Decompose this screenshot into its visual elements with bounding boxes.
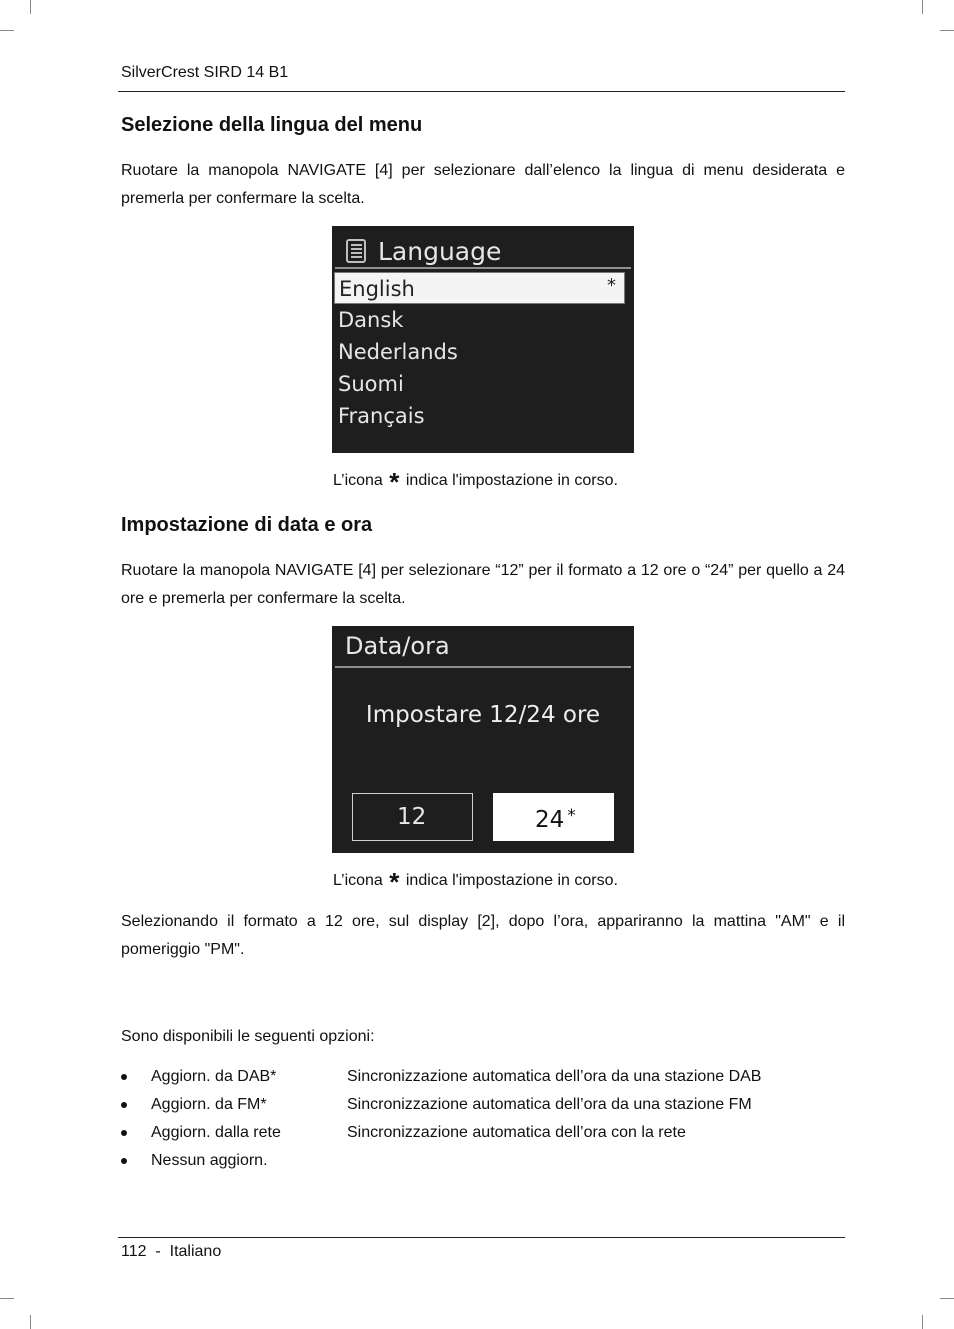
language-option-english[interactable]: English * xyxy=(334,272,625,304)
asterisk-icon: * xyxy=(389,867,400,897)
format-12-option[interactable]: 12 xyxy=(352,793,473,841)
screen-divider xyxy=(335,666,631,668)
datetime-screen xyxy=(332,626,634,853)
crop-mark xyxy=(0,1298,14,1299)
options-intro: Sono disponibili le seguenti opzioni: xyxy=(121,1028,375,1045)
section-heading-datetime: Impostazione di data e ora xyxy=(121,514,373,536)
asterisk-icon: * xyxy=(389,467,400,497)
header-rule xyxy=(118,91,845,92)
selected-star-icon: * xyxy=(607,275,616,296)
language-screen-header xyxy=(346,234,501,268)
running-header: SilverCrest SIRD 14 B1 xyxy=(121,64,289,81)
format-24-option[interactable]: 24 * xyxy=(493,793,614,841)
language-screen-title: Language xyxy=(378,236,502,266)
bullet-icon xyxy=(121,1130,127,1136)
paragraph-language: Ruotare la manopola NAVIGATE [4] per selezionare dall’elenco la lingua di menu desiderata e premerla per confermare la scelta. xyxy=(121,162,845,207)
section-heading-language: Selezione della lingua del menu xyxy=(121,114,423,136)
datetime-prompt: Impostare 12/24 ore xyxy=(365,702,601,728)
language-option-nederlands[interactable]: Nederlands xyxy=(338,340,458,364)
footer-rule xyxy=(118,1237,845,1238)
crop-mark xyxy=(940,30,954,31)
datetime-screen-title: Data/ora xyxy=(345,632,450,660)
language-option-dansk[interactable]: Dansk xyxy=(338,308,404,332)
language-option-francais[interactable]: Français xyxy=(338,404,425,428)
caption-language: L’icona * indica l'impostazione in corso. xyxy=(333,467,618,497)
crop-mark xyxy=(922,0,923,14)
bullet-icon xyxy=(121,1102,127,1108)
crop-mark xyxy=(922,1315,923,1329)
caption-datetime: L’icona * indica l'impostazione in corso. xyxy=(333,867,618,897)
screen-divider xyxy=(335,267,631,269)
paragraph-datetime: Ruotare la manopola NAVIGATE [4] per selezionare “12” per il formato a 12 ore o “24” per quello a 24 ore e premerla per confermare la scelta. xyxy=(121,562,845,607)
crop-mark xyxy=(940,1298,954,1299)
crop-mark xyxy=(30,1315,31,1329)
bullet-icon xyxy=(121,1074,127,1080)
bullet-icon xyxy=(121,1158,127,1164)
language-option-suomi[interactable]: Suomi xyxy=(338,372,404,396)
crop-mark xyxy=(0,30,14,31)
page-footer: 112 - Italiano xyxy=(121,1243,222,1260)
list-menu-icon xyxy=(346,239,366,263)
paragraph-ampm: Selezionando il formato a 12 ore, sul display [2], dopo l’ora, appariranno la mattina "AM" e il pomeriggio "PM". xyxy=(121,913,845,958)
crop-mark xyxy=(30,0,31,14)
language-screen xyxy=(332,226,634,453)
selected-star-icon: * xyxy=(567,806,576,826)
